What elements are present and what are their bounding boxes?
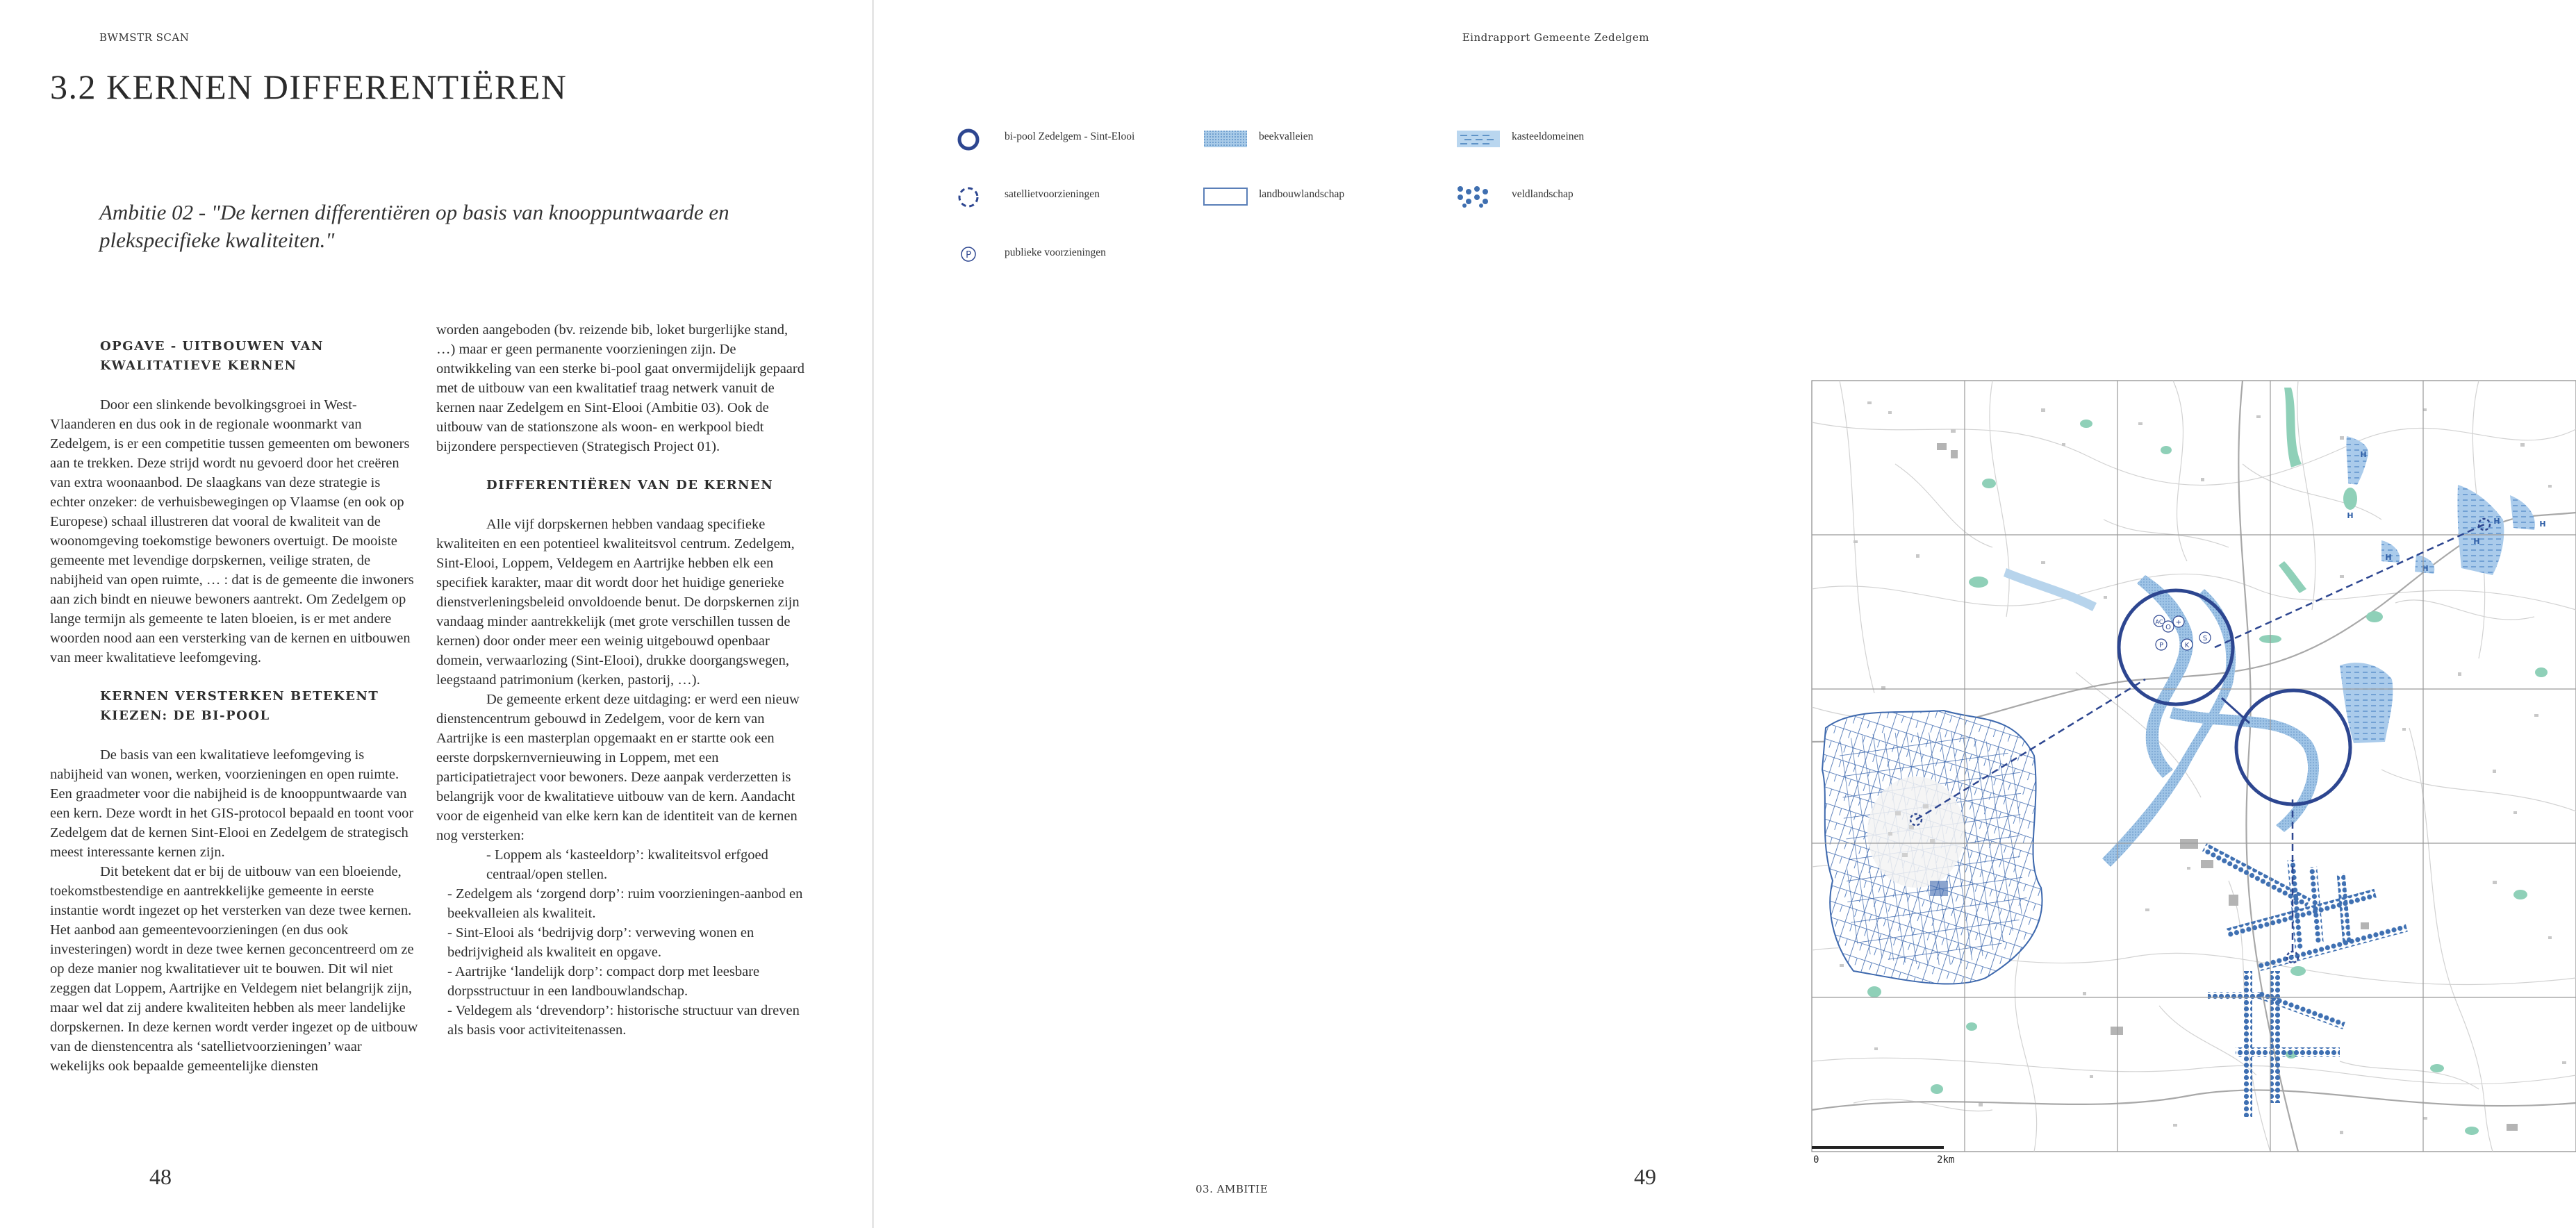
domain-marker-text: H (2385, 553, 2392, 562)
page-title: 3.2 KERNEN DIFFERENTIËREN (50, 67, 568, 106)
scale-end-label: 2km (1937, 1154, 1955, 1165)
zedelgem-village-core (1867, 777, 1965, 888)
paragraph: worden aangeboden (bv. reizende bib, loket burgerlijke stand, …) maar er geen permanente voorzieningen zijn. De ontwikkeling van een sterke bi-pool gaat onvermijdelijk gepaard met de uitbouw van een kwalitatief traag netwerk vanuit de kernen naar Zedelgem en Sint-Elooi (Ambitie 03). Ook de uitbouw van de stationszone als woon- en werkpool biedt bijzondere perspectieven (Strategisch Project 01). (436, 322, 804, 454)
beekvalleien-legend-icon (1203, 130, 1248, 148)
legend-label-satelliet: satellietvoorzieningen (1005, 188, 1100, 200)
running-head-left: BWMSTR SCAN (99, 31, 190, 44)
facility-label: S (2202, 635, 2208, 642)
facility-label: K (2184, 642, 2190, 649)
legend-label-bipool: bi-pool Zedelgem - Sint-Elooi (1005, 131, 1135, 142)
domain-marker-text: H (2422, 564, 2429, 573)
legend-label-kasteeldomeinen: kasteeldomeinen (1512, 131, 1585, 142)
strategy-map (1812, 381, 2576, 1165)
facility-label: P (2158, 642, 2164, 649)
section-heading: OPGAVE - UITBOUWEN VAN KWALITATIEVE KERNEN (100, 339, 324, 373)
legend-label-publiek: publieke voorzieningen (1005, 247, 1106, 258)
paragraph: Dit betekent dat er bij de uitbouw van een bloeiende, toekomstbestendige en aantrekkelijke gemeente in eerste instantie wordt ingezet op het versterken van deze twee kernen. Het aanbod aan gemeentevoorzieningen (en dus ook investeringen) wordt in deze twee kernen geconcentreerd om ze op deze manier nog kwalitatiever uit te bouwen. Dit wil niet zeggen dat Loppem, Aartrijke en Veldegem niet belangrijk zijn, maar wel dat zij andere kwaliteiten hebben als meer landelijke dorpskernen. In deze kernen wordt verder ingezet op de uitbouw van de dienstencentra als ‘satellietvoorzieningen’ waar wekelijks ook bepaalde gemeentelijke diensten (50, 864, 418, 1074)
bullet-item: - Aartrijke ‘landelijk dorp’: compact dorp met leesbare dorpsstructuur in een landbouwlandschap. (447, 964, 760, 999)
veld-legend-icon (1455, 182, 1494, 211)
domain-marker-text: H (2493, 517, 2500, 526)
satelliet-legend-icon (956, 185, 981, 210)
domain-marker-text: H (2539, 520, 2546, 529)
bullet-item: - Veldegem als ‘drevendorp’: historische structuur van dreven als basis voor activiteitenassen. (447, 1003, 800, 1038)
domain-marker-text: H (2347, 511, 2354, 520)
domain-marker-text: H (2473, 537, 2480, 546)
bullet-item: - Zedelgem als ‘zorgend dorp’: ruim voorzieningen-aanbod en beekvalleien als kwaliteit. (447, 886, 803, 921)
facility-label: O (2165, 624, 2171, 631)
kasteeldomeinen-legend-icon (1456, 130, 1501, 148)
text-column-2 (436, 320, 804, 1040)
running-head-right: Eindrapport Gemeente Zedelgem (1462, 31, 1649, 44)
left-page (0, 0, 872, 1228)
section-heading: DIFFERENTIËREN VAN DE KERNEN (486, 478, 774, 492)
facility-label: + (2175, 619, 2182, 627)
legend-label-landbouw: landbouwlandschap (1259, 188, 1345, 200)
text-column-1 (50, 337, 418, 1076)
facility-label: AC (2155, 619, 2163, 625)
bullet-item: - Sint-Elooi als ‘bedrijvig dorp’: verweving wonen en bedrijvigheid als kwaliteit en opgave. (447, 925, 754, 960)
section-heading: KERNEN VERSTERKEN BETEKENT KIEZEN: DE BI-POOL (100, 689, 379, 723)
paragraph: Alle vijf dorpskernen hebben vandaag specifieke kwaliteiten en een potentieel kwaliteitsvol centrum. Zedelgem, Sint-Elooi, Loppem, Veldegem en Aartrijke hebben elk een specifiek karakter, maar dit wordt door het huidige generieke dienstverleningsbeleid onvoldoende benut. De dorpskernen zijn vandaag minder aantrekkelijk (met grote verschillen tussen de kernen) door onder meer een weinig uitgebouwd openbaar domein, verwaarlozing (Sint-Elooi), drukke doorgangswegen, leegstaand patrimonium (kerken, pastorij, …). (436, 517, 800, 688)
scale-start-label: 0 (1813, 1154, 1819, 1165)
right-page (874, 0, 2546, 1228)
legend-label-beekvalleien: beekvalleien (1259, 131, 1314, 142)
legend-label-veld: veldlandschap (1512, 188, 1574, 200)
landbouw-legend-icon (1203, 188, 1248, 206)
paragraph: De gemeente erkent deze uitdaging: er werd een nieuw dienstencentrum gebouwd in Zedelgem, voor de kern van Aartrijke is een masterplan opgemaakt en er startte ook een eerste dorpskernvernieuwing in Loppem, met een participatietraject voor bewoners. Deze aanpak verderzetten is belangrijk voor de kwalitatieve uitbouw van de kern. Aandacht voor de eigenheid van elke kern kan de identiteit van de kernen nog versterken: (436, 692, 800, 843)
domain-marker-text: H (2360, 450, 2367, 459)
bullet-item: - Loppem als ‘kasteeldorp’: kwaliteitsvol erfgoed centraal/open stellen. (486, 847, 768, 882)
page-number-left: 48 (149, 1164, 172, 1189)
ambition-quote: Ambitie 02 - "De kernen differentiëren op basis van knooppuntwaarde en plekspecifieke kwaliteiten." (99, 200, 729, 252)
section-label: 03. AMBITIE (1196, 1183, 1269, 1195)
paragraph: Door een slinkende bevolkingsgroei in West-Vlaanderen en dus ook in de regionale woonmarkt van Zedelgem, is er een competitie tussen gemeenten om bewoners aan te trekken. Deze strijd wordt nu gevoerd door het creëren van extra woonaanbod. De slaagkans van deze strategie is echter onzeker: de verhuisbewegingen op Vlaamse (en ook op Europese) schaal illustreren dat vooral de kwaliteit van de woonomgeving toekomstige bewoners overtuigt. De mooiste gemeente met levendige dorpskernen, veilige straten, de nabijheid van open ruimte, … : dat is de gemeente die inwoners aan zich bindt en nieuwe bewoners aantrekt. Om Zedelgem op lange termijn als gemeente te laten bloeien, is er met andere woorden nood aan een versterking van de kernen en uitbouwen van meer kwalitatieve leefomgeving. (50, 397, 414, 665)
paragraph: De basis van een kwalitatieve leefomgeving is nabijheid van wonen, werken, voorzieningen en open ruimte. Een graadmeter voor die nabijheid is de knooppuntwaarde van een kern. Deze wordt in het GIS-protocol bepaald en toont voor Zedelgem dat de kernen Sint-Elooi en Zedelgem de strategisch meest interessante kernen zijn. (50, 747, 414, 860)
publiek-symbol-text: P (966, 250, 971, 260)
bipool-legend-icon (956, 127, 981, 152)
publiek-legend-icon (959, 244, 978, 264)
zedelgem-dense-block (1930, 881, 1948, 896)
page-number-right: 49 (1634, 1164, 1656, 1189)
